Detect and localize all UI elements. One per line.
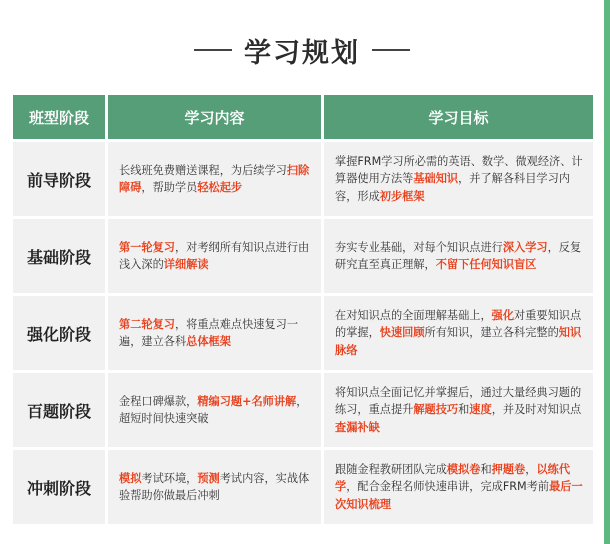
content-cell xyxy=(108,450,321,524)
body-text: ，超短时间快速突破 xyxy=(119,394,308,425)
highlight-text: 总体框架 xyxy=(186,335,231,348)
body-text: 长线班免费赠送课程，为后续学习 xyxy=(119,163,287,177)
highlight-text: 强化 xyxy=(491,308,515,322)
goal-cell xyxy=(324,296,593,370)
highlight-text: 最后一次知识梳理 xyxy=(335,480,583,511)
title-block xyxy=(0,30,604,70)
table-row xyxy=(13,219,593,293)
stage-cell: 强化阶段 xyxy=(13,296,105,370)
stage-cell: 冲刺阶段 xyxy=(13,450,105,524)
content-cell xyxy=(108,142,321,216)
goal-cell xyxy=(324,450,593,524)
highlight-text: 查漏补缺 xyxy=(335,420,380,434)
body-text: ，反复研究直至真正理解， xyxy=(335,240,582,271)
content-cell xyxy=(108,296,321,370)
body-text: ，对考纲所有知识点进行由浅入深的 xyxy=(119,240,310,271)
body-text: 将知识点全面记忆并掌握后，通过大量经典习题的练习，重点提升 xyxy=(335,385,582,417)
content-text xyxy=(108,239,321,274)
header-content: 学习内容 xyxy=(108,95,321,139)
highlight-text: 模拟 xyxy=(119,471,142,485)
body-text: ，并了解各科目学习内容，形成 xyxy=(335,172,570,203)
page-title: 学习规划 xyxy=(244,37,360,69)
body-text: 夯实专业基础，对每个知识点进行 xyxy=(335,240,503,254)
header-row xyxy=(13,95,593,139)
right-edge-stripe xyxy=(604,0,610,544)
table-row xyxy=(13,450,593,524)
goal-text xyxy=(324,239,593,274)
highlight-text: 速度 xyxy=(469,403,492,417)
body-text: ， xyxy=(525,462,537,476)
body-text: 和 xyxy=(458,403,470,417)
highlight-text: 基础知识 xyxy=(413,172,459,186)
goal-cell xyxy=(324,373,593,447)
highlight-text: 知识脉络 xyxy=(335,326,582,357)
title-right-dash xyxy=(372,49,410,51)
highlight-text: 精编习题+名师讲解 xyxy=(197,394,297,408)
plan-table xyxy=(13,95,593,527)
table-row xyxy=(13,296,593,370)
highlight-text: 模拟卷 xyxy=(446,462,481,476)
stage-cell: 百题阶段 xyxy=(13,373,105,447)
highlight-text: 解题技巧 xyxy=(413,403,459,417)
content-text xyxy=(108,393,321,428)
goal-text xyxy=(324,307,593,360)
body-text: 考试内容，实战体验帮助你做最后冲刺 xyxy=(119,471,310,502)
goal-cell xyxy=(324,219,593,293)
body-text: 跟随金程教研团队完成 xyxy=(335,462,447,476)
highlight-text: 第二轮复习 xyxy=(119,317,175,331)
body-text: 掌握FRM学习所必需的英语、数学、微观经济、计算器使用方法等 xyxy=(335,154,583,186)
body-text: 考试环境， xyxy=(141,471,198,485)
body-text: 对重要知识点的掌握， xyxy=(335,308,582,340)
content-cell xyxy=(108,373,321,447)
highlight-text: 详细解读 xyxy=(163,258,209,271)
body-text: ，配合金程名师快速串讲，完成FRM考前 xyxy=(346,480,550,494)
body-text: 在对知识点的全面理解基础上， xyxy=(335,308,492,322)
stage-cell: 前导阶段 xyxy=(13,142,105,216)
highlight-text: 轻松起步 xyxy=(197,181,243,194)
highlight-text: 第一轮复习 xyxy=(119,240,175,254)
body-text: ，并及时对知识点 xyxy=(491,403,582,417)
table-row xyxy=(13,142,593,216)
content-cell xyxy=(108,219,321,293)
highlight-text: 以练代学 xyxy=(335,462,571,494)
stage-cell: 基础阶段 xyxy=(13,219,105,293)
body-text: ，将重点难点快速复习一遍，建立各科 xyxy=(119,317,299,348)
goal-text xyxy=(324,461,593,514)
content-text xyxy=(108,470,321,505)
title-left-dash xyxy=(194,49,232,51)
highlight-text: 预测 xyxy=(197,471,220,485)
highlight-text: 扫除障碍 xyxy=(119,163,310,194)
highlight-text: 初步框架 xyxy=(379,189,425,203)
body-text: 和 xyxy=(480,462,492,476)
highlight-text: 不留下任何知识盲区 xyxy=(435,258,537,271)
content-text xyxy=(108,162,321,197)
body-text: 金程口碑爆款， xyxy=(119,394,198,408)
goal-cell xyxy=(324,142,593,216)
body-text: 所有知识，建立各科完整的 xyxy=(424,326,559,340)
highlight-text: 深入学习 xyxy=(502,240,548,254)
highlight-text: 快速回顾 xyxy=(379,326,425,340)
goal-text xyxy=(324,153,593,206)
highlight-text: 押题卷 xyxy=(491,462,526,476)
header-stage: 班型阶段 xyxy=(13,95,105,139)
goal-text xyxy=(324,384,593,437)
content-text xyxy=(108,316,321,351)
header-goal: 学习目标 xyxy=(324,95,593,139)
table-row xyxy=(13,373,593,447)
body-text: ，帮助学员 xyxy=(141,181,198,194)
